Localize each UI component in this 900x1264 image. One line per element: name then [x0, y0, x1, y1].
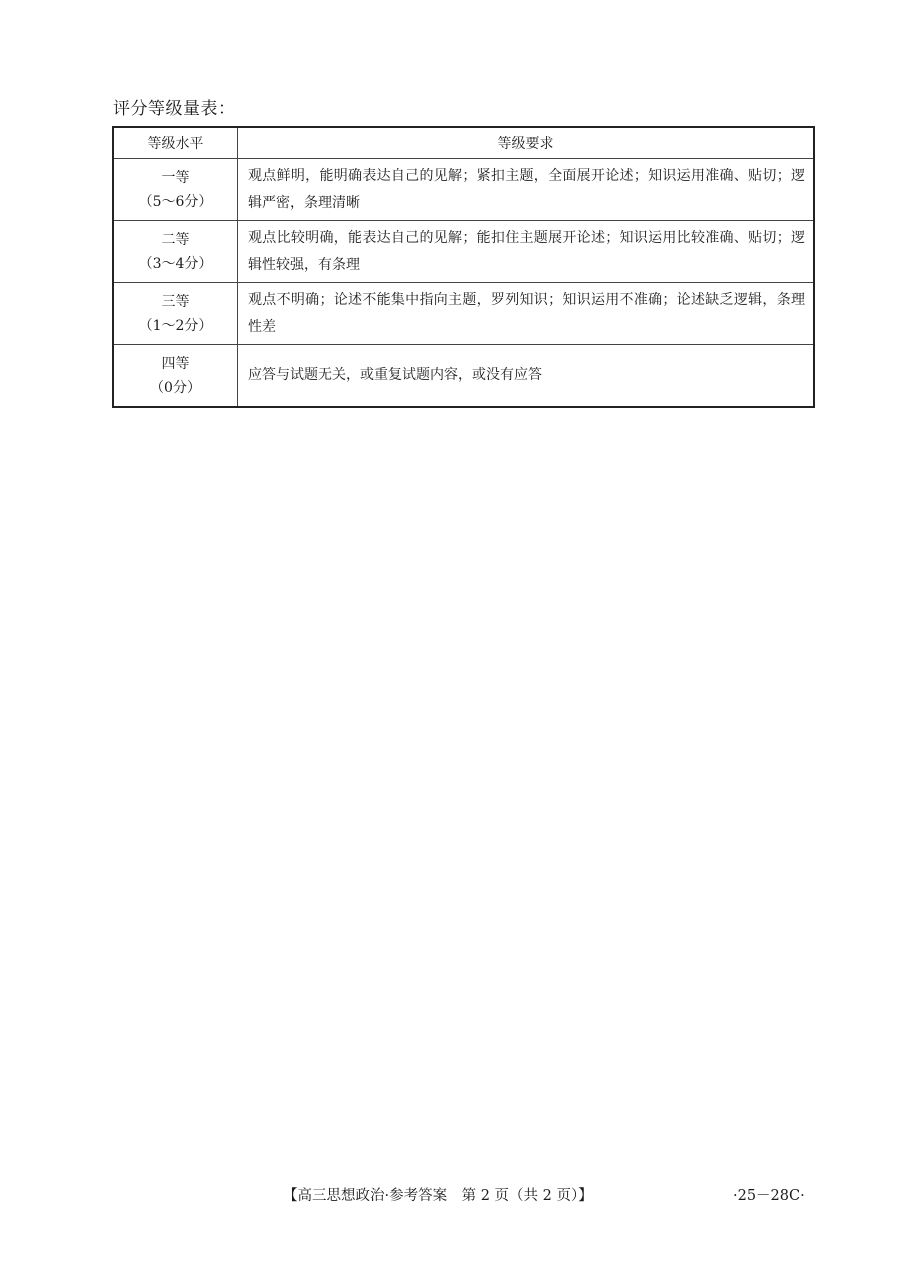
requirement-cell: 观点比较明确，能表达自己的见解；能扣住主题展开论述；知识运用比较准确、贴切；逻辑性较强，有条理: [238, 221, 815, 283]
header-requirement: 等级要求: [238, 127, 815, 159]
table-row: [113, 283, 814, 345]
level-name: 二等: [161, 231, 190, 248]
level-cell: [113, 283, 238, 345]
table-row: [113, 345, 814, 408]
level-score: （1～2分）: [138, 317, 213, 334]
requirement-cell: 观点不明确；论述不能集中指向主题，罗列知识；知识运用不准确；论述缺乏逻辑，条理性差: [238, 283, 815, 345]
level-score: （0分）: [150, 379, 201, 396]
level-name: 四等: [161, 355, 190, 372]
scoring-rubric-table: [112, 126, 815, 408]
document-code: ·25－28C·: [733, 1188, 805, 1204]
requirement-cell: 应答与试题无关，或重复试题内容，或没有应答: [238, 345, 815, 408]
table-header-row: [113, 127, 814, 159]
level-name: 三等: [161, 293, 190, 310]
page-footer: 【高三思想政治·参考答案 第 2 页（共 2 页）】: [283, 1188, 593, 1204]
level-score: （5～6分）: [138, 193, 213, 210]
level-cell: [113, 159, 238, 221]
level-cell: [113, 221, 238, 283]
level-score: （3～4分）: [138, 255, 213, 272]
level-name: 一等: [161, 169, 190, 186]
level-cell: [113, 345, 238, 408]
table-row: [113, 221, 814, 283]
table-row: [113, 159, 814, 221]
rubric-section-title: 评分等级量表：: [113, 99, 236, 119]
requirement-cell: 观点鲜明，能明确表达自己的见解；紧扣主题，全面展开论述；知识运用准确、贴切；逻辑严密，条理清晰: [238, 159, 815, 221]
header-level: 等级水平: [113, 127, 238, 159]
